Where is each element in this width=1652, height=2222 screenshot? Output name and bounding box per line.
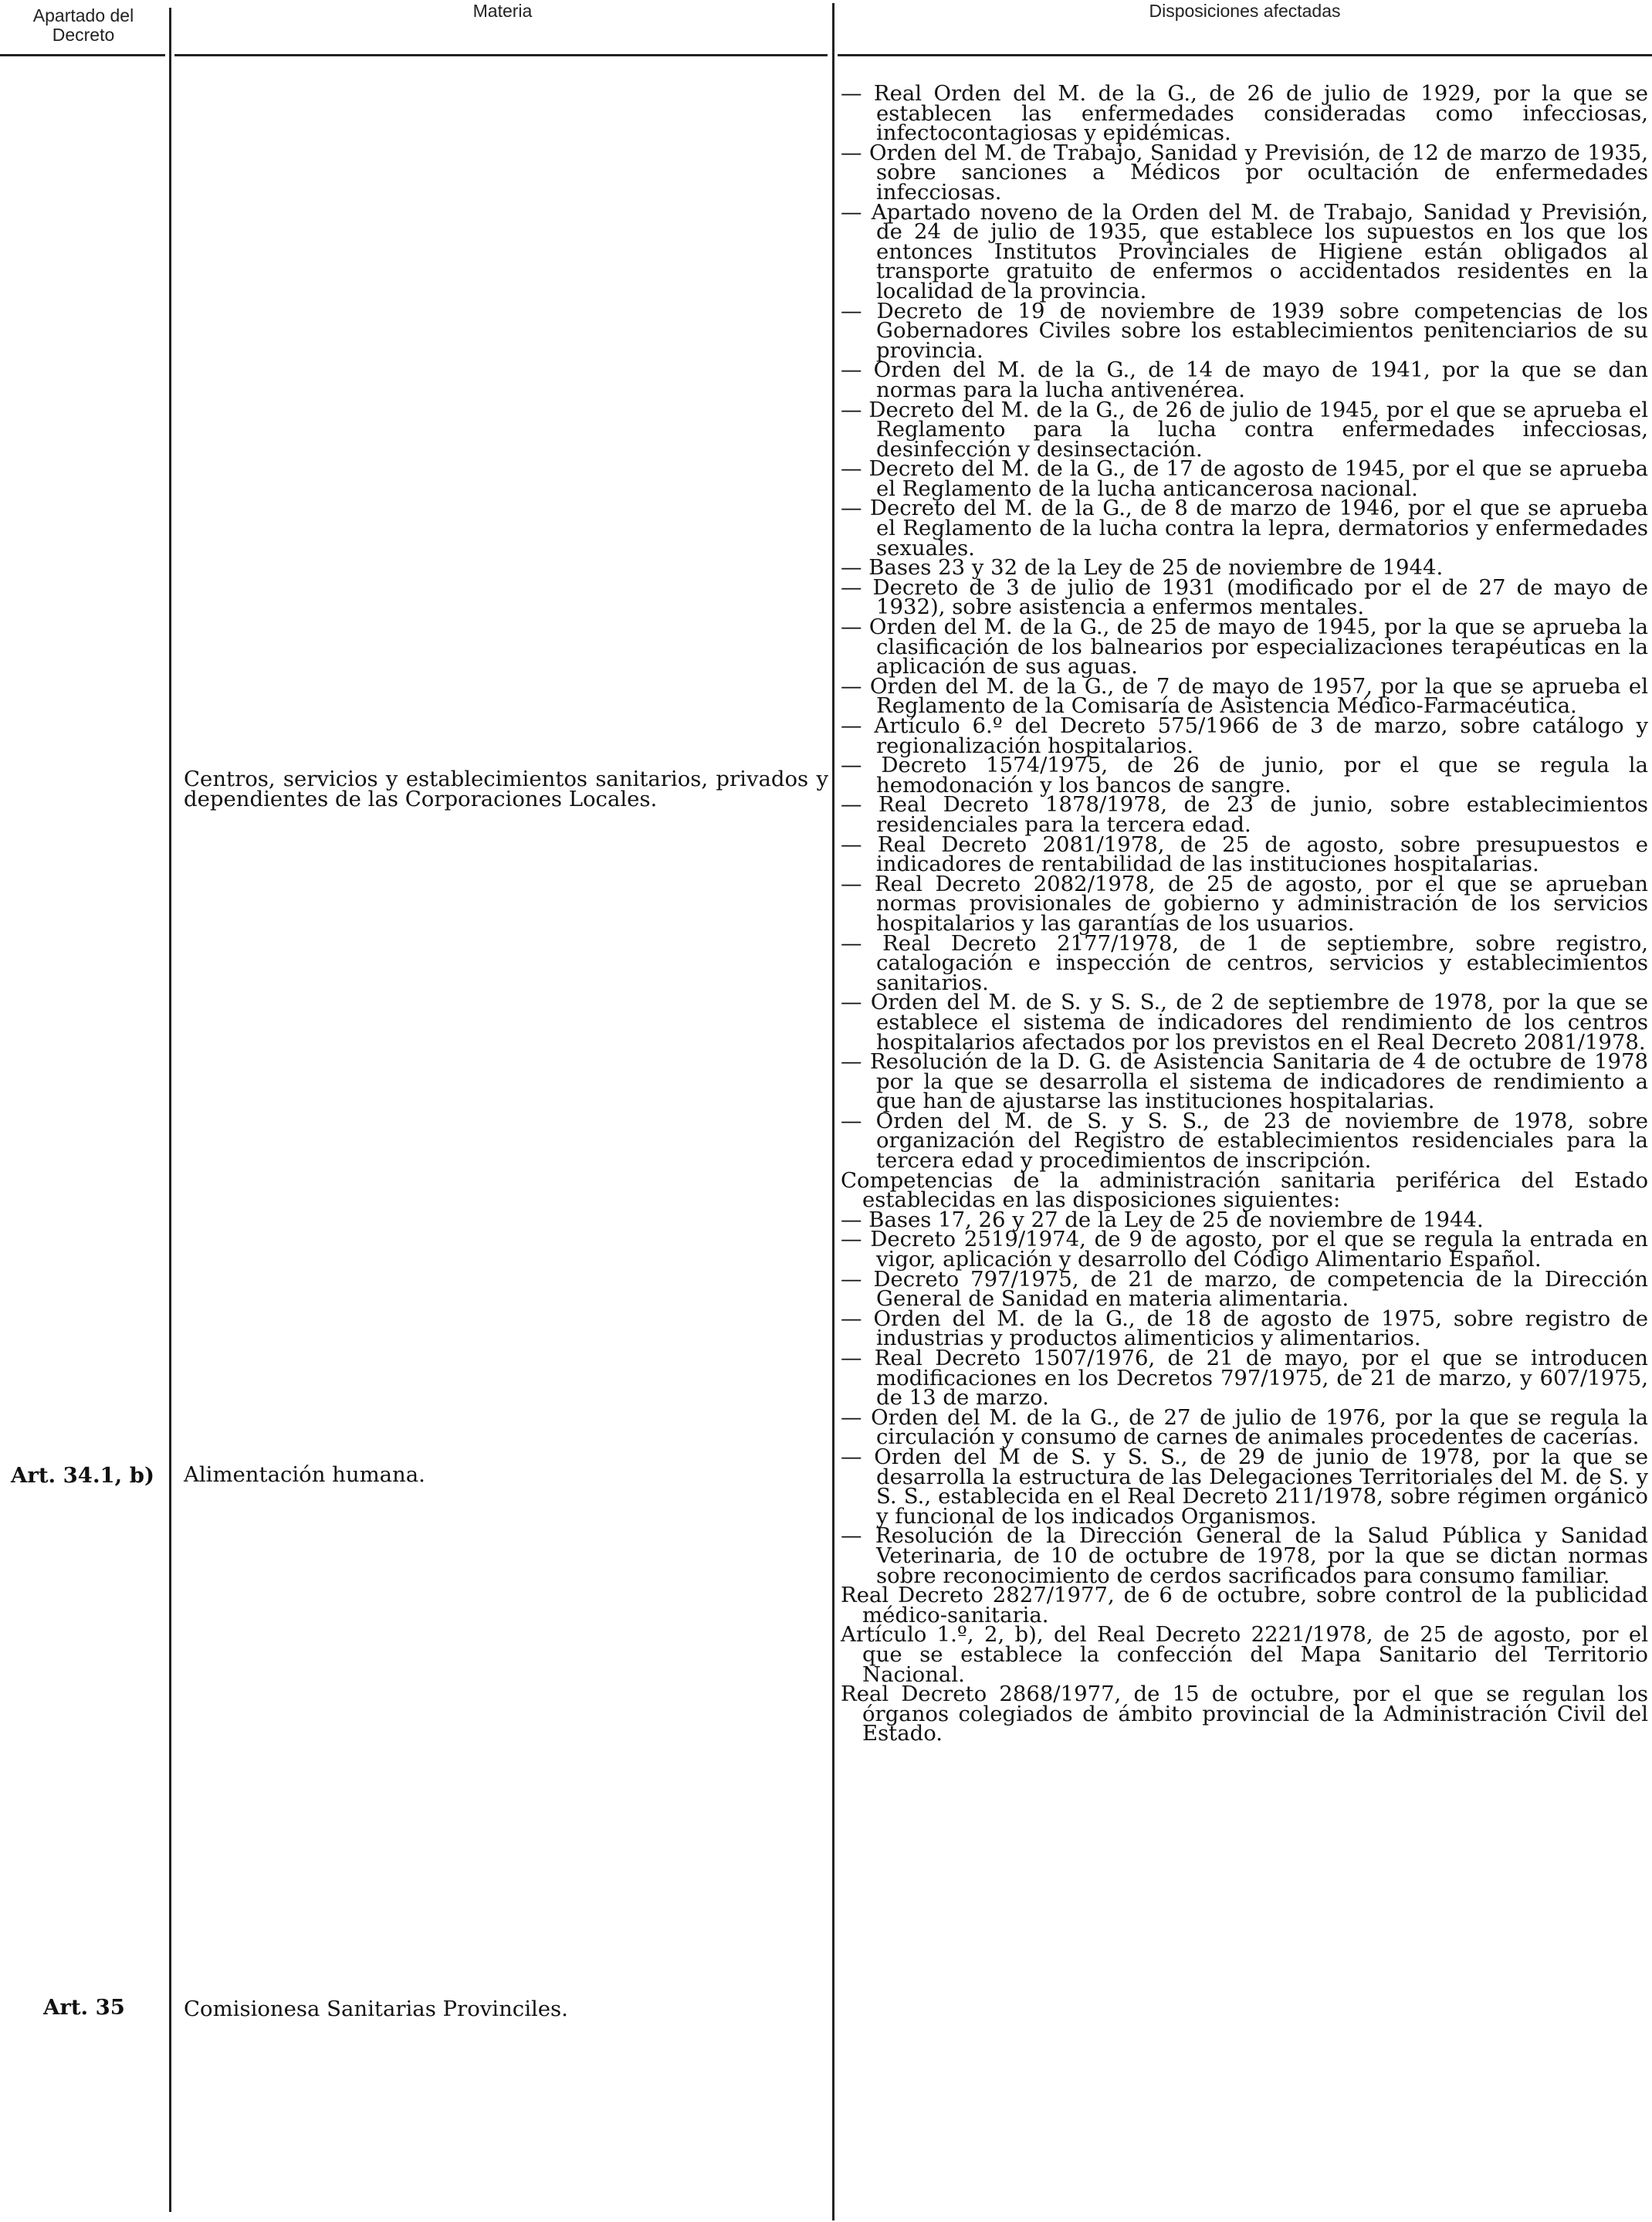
disposition-entry: — Resolución de la Dirección General de la Salud Pública y Sanidad Veterinaria, de 10 de octubre de 1978, por la que se dictan normas sobre reconocimiento de cerdos sacrificados para consumo familiar. [841,1523,1648,1588]
dispositions-list [841,81,1648,1746]
column-divider-left [169,8,171,2212]
apartado-cell: Art. 34.1, b) [11,1463,155,1488]
header-disposiciones: Disposiciones afectadas [1149,1,1341,21]
apartado-cell: Art. 35 [43,1995,125,2020]
disposition-entry: — Artículo 6.º del Decreto 575/1966 de 3 de marzo, sobre catálogo y regionalización hospitalarios. [841,713,1648,758]
disposition-entry: — Orden del M de S. y S. S., de 29 de junio de 1978, por la que se desarrolla la estructura de las Delegaciones Territoriales del M. de S. y S. S., establecida en el Real Decreto 211/1978, sobre régimen orgánico y funcional de los indicados Organismos. [841,1444,1648,1529]
disposition-entry: — Orden del M. de la G., de 27 de julio de 1976, por la que se regula la circulación y consumo de carnes de animales procedentes de cacerías. [841,1404,1648,1450]
disposition-entry: — Real Decreto 1878/1978, de 23 de junio, sobre establecimientos residenciales para la tercera edad. [841,792,1648,837]
header-rule-apartado [0,54,165,56]
disposition-entry: — Decreto del M. de la G., de 26 de julio de 1945, por el que se aprueba el Reglamento para la lucha contra enfermedades infecciosas, desinfección y desinsectación. [841,397,1648,462]
disposition-entry: — Orden del M. de S. y S. S., de 2 de septiembre de 1978, por la que se establece el sistema de indicadores del rendimiento de los centros hospitalarios afectados por los previstos en el Real Decreto 2081/1978. [841,990,1648,1055]
header-apartado: Apartado del Decreto [32,5,134,45]
header-rule-disposiciones [838,54,1652,56]
disposition-entry: — Orden del M. de la G., de 7 de mayo de 1957, por la que se aprueba el Reglamento de la Comisaría de Asistencia Médico-Farmacéutica. [841,673,1648,719]
disposition-entry: Real Decreto 2827/1977, de 6 de octubre, sobre control de la publicidad médico-sanitaria. [841,1583,1648,1628]
materia-cell: Alimentación humana. [184,1462,425,1487]
disposition-entry: — Decreto 797/1975, de 21 de marzo, de competencia de la Dirección General de Sanidad en materia alimentaria. [841,1266,1648,1312]
disposition-entry: Real Decreto 2868/1977, de 15 de octubre, por el que se regulan los órganos colegiados de ámbito provincial de la Administración Civil del Estado. [841,1682,1648,1746]
disposition-entry: — Orden del M. de Trabajo, Sanidad y Previsión, de 12 de marzo de 1935, sobre sanciones a Médicos por ocultación de enfermedades infecciosas. [841,140,1648,205]
disposition-entry: — Bases 23 y 32 de la Ley de 25 de noviembre de 1944. [841,555,1444,581]
disposition-entry: — Real Orden del M. de la G., de 26 de julio de 1929, por la que se establecen las enfermedades consideradas como infecciosas, infectocontagiosas y epidémicas. [841,81,1648,146]
disposition-entry: — Orden del M. de la G., de 25 de mayo de 1945, por la que se aprueba la clasificación de los balnearios por especializaciones terapéuticas en la aplicación de sus aguas. [841,615,1648,679]
disposition-entry: — Decreto 1574/1975, de 26 de junio, por el que se regula la hemodonación y los bancos de sangre. [841,753,1648,798]
disposition-entry: — Decreto de 3 de julio de 1931 (modificado por el de 27 de mayo de 1932), sobre asistencia a enfermos mentales. [841,574,1648,620]
disposition-entry: — Decreto de 19 de noviembre de 1939 sobre competencias de los Gobernadores Civiles sobre los establecimientos penitenciarios de su provincia. [841,298,1648,363]
disposition-entry: — Real Decreto 2082/1978, de 25 de agosto, por el que se aprueban normas provisionales de gobierno y administración de los servicios hospitalarios y las garantías de los usuarios. [841,871,1648,936]
disposition-entry: — Decreto del M. de la G., de 8 de marzo de 1946, por el que se aprueba el Reglamento de la lucha contra la lepra, dermatorios y enfermedades sexuales. [841,496,1648,561]
disposition-entry: — Real Decreto 2177/1978, de 1 de septiembre, sobre registro, catalogación e inspección de centros, servicios y establecimientos sanitarios. [841,930,1648,995]
disposition-entry: — Bases 17, 26 y 27 de la Ley de 25 de noviembre de 1944. [841,1207,1484,1232]
materia-cell: Centros, servicios y establecimientos sanitarios, privados y dependientes de las Corporaciones Locales. [184,767,828,811]
disposition-entry: — Orden del M. de la G., de 18 de agosto de 1975, sobre registro de industrias y productos alimenticios y alimentarios. [841,1306,1648,1351]
disposition-entry: — Orden del M. de S. y S. S., de 23 de noviembre de 1978, sobre organización del Registro de establecimientos residenciales para la tercera edad y procedimientos de inscripción. [841,1108,1648,1174]
disposition-entry: — Real Decreto 1507/1976, de 21 de mayo, por el que se introducen modificaciones en los Decretos 797/1975, de 21 de marzo, y 607/1975, de 13 de marzo. [841,1346,1648,1411]
disposition-entry: — Real Decreto 2081/1978, de 25 de agosto, sobre presupuestos e indicadores de rentabilidad de las instituciones hospitalarias. [841,832,1648,877]
disposition-entry: — Decreto del M. de la G., de 17 de agosto de 1945, por el que se aprueba el Reglamento de la lucha anticancerosa nacional. [841,456,1648,501]
disposition-entry: — Decreto 2519/1974, de 9 de agosto, por el que se regula la entrada en vigor, aplicación y desarrollo del Código Alimentario Español. [841,1227,1648,1272]
materia-cell: Comisionesa Sanitarias Provinciles. [184,1997,568,2021]
disposition-entry: — Resolución de la D. G. de Asistencia Sanitaria de 4 de octubre de 1978 por la que se desarrolla el sistema de indicadores de rendimiento a que han de ajustarse las instituciones hospitalarias. [841,1049,1648,1114]
disposition-intro: Competencias de la administración sanitaria periférica del Estado establecidas en las disposiciones siguientes: [841,1167,1648,1213]
disposition-entry: — Orden del M. de la G., de 14 de mayo de 1941, por la que se dan normas para la lucha antivenérea. [841,357,1648,402]
disposition-entry: Artículo 1.º, 2, b), del Real Decreto 2221/1978, de 25 de agosto, por el que se establece la confección del Mapa Sanitario del Territorio Nacional. [841,1622,1648,1687]
header-materia: Materia [472,1,533,21]
disposition-entry: — Apartado noveno de la Orden del M. de Trabajo, Sanidad y Previsión, de 24 de julio de 1935, que establece los supuestos en los que los entonces Institutos Provinciales de Higiene están obligados al transporte gratuito de enfermos o accidentados residentes en la localidad de la provincia. [841,199,1648,303]
header-rule-materia [174,54,828,56]
column-divider-right [832,3,834,2220]
